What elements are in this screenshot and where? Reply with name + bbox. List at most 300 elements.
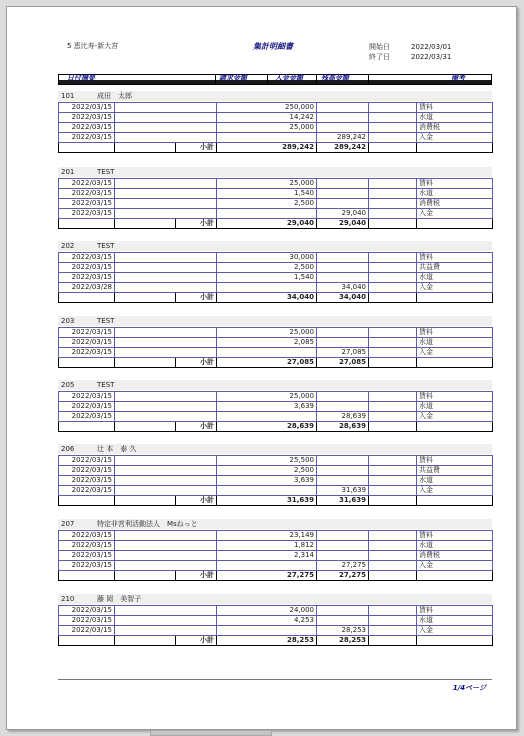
end-date: 2022/03/31 (411, 53, 452, 61)
row-billed: 30,000 (217, 253, 317, 263)
column-header (58, 74, 492, 85)
row-balance (369, 199, 417, 209)
subtotal-row (59, 219, 493, 229)
row-date: 2022/03/15 (59, 179, 115, 189)
table-row (59, 456, 493, 466)
row-balance (369, 486, 417, 496)
table-row (59, 561, 493, 571)
row-note: 消費税 (417, 199, 493, 209)
row-note: 賃料 (417, 606, 493, 616)
subtotal-paid: 29,040 (317, 219, 369, 229)
table-row (59, 209, 493, 219)
row-note: 水道 (417, 338, 493, 348)
unit-number: 201 (61, 168, 75, 176)
table-row (59, 402, 493, 412)
subtotal-balance (369, 143, 417, 153)
company-name: 5 恵比寿-新大宮 (67, 42, 119, 50)
row-date: 2022/03/15 (59, 606, 115, 616)
row-date: 2022/03/15 (59, 103, 115, 113)
unit-number: 207 (61, 520, 75, 528)
row-desc (115, 476, 217, 486)
row-desc (115, 466, 217, 476)
row-balance (369, 456, 417, 466)
row-desc (115, 412, 217, 422)
table-row (59, 179, 493, 189)
row-desc (115, 123, 217, 133)
table-row (59, 189, 493, 199)
row-balance (369, 133, 417, 143)
row-note: 入金 (417, 486, 493, 496)
col-remarks: 備考 (451, 74, 465, 82)
row-note: 賃料 (417, 392, 493, 402)
row-date: 2022/03/15 (59, 561, 115, 571)
table-row (59, 466, 493, 476)
subtotal-blank (59, 219, 115, 229)
subtotal-paid: 27,275 (317, 571, 369, 581)
table-row (59, 199, 493, 209)
row-billed: 4,253 (217, 616, 317, 626)
row-desc (115, 189, 217, 199)
subtotal-paid: 28,253 (317, 636, 369, 646)
row-billed (217, 486, 317, 496)
row-balance (369, 273, 417, 283)
row-note: 共益費 (417, 466, 493, 476)
subtotal-paid: 31,639 (317, 496, 369, 506)
row-balance (369, 392, 417, 402)
row-desc (115, 328, 217, 338)
subtotal-blank (59, 636, 115, 646)
row-note: 入金 (417, 209, 493, 219)
table-row (59, 283, 493, 293)
subtotal-blank (115, 636, 176, 646)
row-paid (317, 179, 369, 189)
subtotal-blank (59, 293, 115, 303)
subtotal-blank (115, 422, 176, 432)
row-note: 賃料 (417, 253, 493, 263)
row-balance (369, 328, 417, 338)
row-billed: 14,242 (217, 113, 317, 123)
subtotal-balance (369, 293, 417, 303)
row-note: 水道 (417, 402, 493, 412)
row-date: 2022/03/15 (59, 402, 115, 412)
row-desc (115, 456, 217, 466)
subtotal-row (59, 571, 493, 581)
row-date: 2022/03/15 (59, 133, 115, 143)
row-desc (115, 133, 217, 143)
row-balance (369, 103, 417, 113)
row-date: 2022/03/15 (59, 531, 115, 541)
row-note: 水道 (417, 189, 493, 199)
row-paid (317, 402, 369, 412)
subtotal-balance (369, 219, 417, 229)
section-header-band (58, 241, 492, 251)
row-paid (317, 476, 369, 486)
subtotal-billed: 31,639 (217, 496, 317, 506)
subtotal-blank (115, 293, 176, 303)
row-paid (317, 531, 369, 541)
subtotal-label: 小計 (176, 293, 217, 303)
subtotal-note (417, 422, 493, 432)
unit-number: 203 (61, 317, 75, 325)
row-balance (369, 402, 417, 412)
row-date: 2022/03/15 (59, 412, 115, 422)
ledger-table (58, 102, 493, 153)
row-paid: 27,275 (317, 561, 369, 571)
row-note: 共益費 (417, 263, 493, 273)
subtotal-label: 小計 (176, 358, 217, 368)
unit-number: 202 (61, 242, 75, 250)
row-note: 入金 (417, 626, 493, 636)
row-balance (369, 551, 417, 561)
row-paid (317, 263, 369, 273)
ledger-table (58, 391, 493, 432)
row-balance (369, 179, 417, 189)
subtotal-blank (115, 571, 176, 581)
subtotal-blank (59, 496, 115, 506)
start-date: 2022/03/01 (411, 43, 452, 51)
row-paid: 31,639 (317, 486, 369, 496)
row-paid (317, 103, 369, 113)
row-balance (369, 616, 417, 626)
table-row (59, 541, 493, 551)
table-row (59, 606, 493, 616)
subtotal-row (59, 422, 493, 432)
tenant-name: 成田 太郎 (97, 92, 132, 100)
subtotal-blank (59, 422, 115, 432)
row-paid (317, 113, 369, 123)
row-billed: 3,639 (217, 402, 317, 412)
unit-number: 101 (61, 92, 75, 100)
row-note: 賃料 (417, 103, 493, 113)
ledger-table (58, 178, 493, 229)
row-desc (115, 541, 217, 551)
subtotal-billed: 28,253 (217, 636, 317, 646)
table-row (59, 263, 493, 273)
row-billed (217, 209, 317, 219)
row-date: 2022/03/15 (59, 263, 115, 273)
row-billed: 25,000 (217, 179, 317, 189)
row-date: 2022/03/15 (59, 113, 115, 123)
row-billed: 25,000 (217, 123, 317, 133)
table-row (59, 113, 493, 123)
row-balance (369, 253, 417, 263)
section-header-band (58, 167, 492, 177)
row-paid: 289,242 (317, 133, 369, 143)
row-balance (369, 209, 417, 219)
table-row (59, 551, 493, 561)
row-paid (317, 199, 369, 209)
row-note: 入金 (417, 412, 493, 422)
subtotal-blank (115, 143, 176, 153)
row-date: 2022/03/15 (59, 123, 115, 133)
col-balance: 残高金額 (321, 74, 349, 82)
page-number: 1/4ページ (452, 684, 486, 692)
subtotal-balance (369, 571, 417, 581)
row-paid: 27,085 (317, 348, 369, 358)
row-billed: 25,000 (217, 392, 317, 402)
row-balance (369, 412, 417, 422)
row-desc (115, 402, 217, 412)
subtotal-row (59, 358, 493, 368)
subtotal-note (417, 293, 493, 303)
subtotal-note (417, 143, 493, 153)
row-date: 2022/03/15 (59, 476, 115, 486)
row-paid (317, 551, 369, 561)
section-header-band (58, 380, 492, 390)
row-desc (115, 273, 217, 283)
row-desc (115, 283, 217, 293)
row-note: 賃料 (417, 531, 493, 541)
row-date: 2022/03/15 (59, 486, 115, 496)
row-billed: 2,500 (217, 199, 317, 209)
subtotal-billed: 289,242 (217, 143, 317, 153)
row-desc (115, 486, 217, 496)
subtotal-label: 小計 (176, 422, 217, 432)
tenant-name: 辻 本 泰 久 (97, 445, 137, 453)
report-title: 集計明細書 (253, 42, 293, 51)
row-billed (217, 561, 317, 571)
table-row (59, 273, 493, 283)
row-balance (369, 263, 417, 273)
ledger-table (58, 530, 493, 581)
subtotal-label: 小計 (176, 143, 217, 153)
row-balance (369, 606, 417, 616)
row-date: 2022/03/15 (59, 626, 115, 636)
row-billed: 1,540 (217, 273, 317, 283)
row-paid (317, 273, 369, 283)
row-billed (217, 626, 317, 636)
row-billed: 24,000 (217, 606, 317, 616)
row-billed (217, 348, 317, 358)
row-desc (115, 103, 217, 113)
row-balance (369, 283, 417, 293)
row-balance (369, 541, 417, 551)
row-note: 水道 (417, 476, 493, 486)
row-note: 水道 (417, 273, 493, 283)
subtotal-note (417, 571, 493, 581)
table-row (59, 626, 493, 636)
subtotal-balance (369, 496, 417, 506)
subtotal-label: 小計 (176, 496, 217, 506)
tenant-name: TEST (97, 317, 115, 325)
row-paid (317, 189, 369, 199)
row-paid (317, 328, 369, 338)
subtotal-blank (115, 219, 176, 229)
row-desc (115, 606, 217, 616)
ledger-table (58, 455, 493, 506)
subtotal-billed: 27,085 (217, 358, 317, 368)
table-row (59, 476, 493, 486)
row-note: 賃料 (417, 328, 493, 338)
row-balance (369, 113, 417, 123)
row-billed: 1,812 (217, 541, 317, 551)
row-balance (369, 626, 417, 636)
row-billed: 3,639 (217, 476, 317, 486)
row-balance (369, 189, 417, 199)
subtotal-blank (59, 358, 115, 368)
table-row (59, 133, 493, 143)
row-date: 2022/03/15 (59, 199, 115, 209)
table-row (59, 486, 493, 496)
table-row (59, 616, 493, 626)
row-paid (317, 392, 369, 402)
section-header-band (58, 316, 492, 326)
row-paid: 28,253 (317, 626, 369, 636)
row-desc (115, 561, 217, 571)
row-desc (115, 392, 217, 402)
row-billed: 2,500 (217, 466, 317, 476)
row-billed: 250,000 (217, 103, 317, 113)
row-note: 入金 (417, 133, 493, 143)
row-balance (369, 561, 417, 571)
subtotal-note (417, 358, 493, 368)
subtotal-paid: 34,040 (317, 293, 369, 303)
row-note: 水道 (417, 541, 493, 551)
row-paid (317, 253, 369, 263)
subtotal-billed: 27,275 (217, 571, 317, 581)
row-billed: 23,149 (217, 531, 317, 541)
table-row (59, 392, 493, 402)
row-note: 消費税 (417, 551, 493, 561)
end-label: 終了日 (369, 53, 390, 61)
subtotal-label: 小計 (176, 571, 217, 581)
row-date: 2022/03/15 (59, 616, 115, 626)
tenant-name: TEST (97, 381, 115, 389)
row-paid: 29,040 (317, 209, 369, 219)
row-paid (317, 338, 369, 348)
row-balance (369, 123, 417, 133)
subtotal-balance (369, 636, 417, 646)
row-date: 2022/03/15 (59, 273, 115, 283)
row-billed: 2,314 (217, 551, 317, 561)
horizontal-scrollbar[interactable] (150, 730, 272, 736)
row-billed: 1,540 (217, 189, 317, 199)
row-date: 2022/03/15 (59, 466, 115, 476)
row-date: 2022/03/15 (59, 209, 115, 219)
row-billed: 25,500 (217, 456, 317, 466)
row-desc (115, 626, 217, 636)
row-desc (115, 338, 217, 348)
unit-number: 205 (61, 381, 75, 389)
row-desc (115, 263, 217, 273)
row-balance (369, 348, 417, 358)
row-desc (115, 209, 217, 219)
row-paid: 28,639 (317, 412, 369, 422)
row-paid (317, 606, 369, 616)
row-balance (369, 466, 417, 476)
tenant-name: 特定非営利活動法人 Msねっと (97, 520, 198, 528)
row-billed: 25,000 (217, 328, 317, 338)
col-billed: 請求金額 (219, 74, 247, 82)
row-date: 2022/03/28 (59, 283, 115, 293)
row-note: 入金 (417, 348, 493, 358)
row-paid (317, 541, 369, 551)
row-note: 入金 (417, 283, 493, 293)
subtotal-billed: 34,040 (217, 293, 317, 303)
row-desc (115, 616, 217, 626)
row-paid (317, 123, 369, 133)
table-row (59, 123, 493, 133)
subtotal-blank (59, 571, 115, 581)
subtotal-row (59, 636, 493, 646)
row-billed: 2,500 (217, 263, 317, 273)
report-page (6, 6, 517, 730)
subtotal-row (59, 143, 493, 153)
table-row (59, 531, 493, 541)
row-balance (369, 338, 417, 348)
subtotal-balance (369, 422, 417, 432)
row-date: 2022/03/15 (59, 189, 115, 199)
row-note: 賃料 (417, 456, 493, 466)
row-billed (217, 283, 317, 293)
row-paid (317, 466, 369, 476)
row-desc (115, 253, 217, 263)
row-billed (217, 412, 317, 422)
col-paid: 入金金額 (275, 74, 303, 82)
row-note: 入金 (417, 561, 493, 571)
row-note: 賃料 (417, 179, 493, 189)
subtotal-balance (369, 358, 417, 368)
subtotal-paid: 289,242 (317, 143, 369, 153)
subtotal-paid: 28,639 (317, 422, 369, 432)
tenant-name: TEST (97, 242, 115, 250)
subtotal-billed: 29,040 (217, 219, 317, 229)
table-row (59, 253, 493, 263)
subtotal-note (417, 219, 493, 229)
row-paid (317, 456, 369, 466)
row-date: 2022/03/15 (59, 253, 115, 263)
ledger-table (58, 327, 493, 368)
subtotal-billed: 28,639 (217, 422, 317, 432)
subtotal-blank (115, 496, 176, 506)
row-desc (115, 199, 217, 209)
table-row (59, 338, 493, 348)
subtotal-row (59, 293, 493, 303)
row-date: 2022/03/15 (59, 456, 115, 466)
row-note: 水道 (417, 616, 493, 626)
subtotal-blank (59, 143, 115, 153)
row-date: 2022/03/15 (59, 328, 115, 338)
row-date: 2022/03/15 (59, 392, 115, 402)
table-row (59, 348, 493, 358)
subtotal-label: 小計 (176, 219, 217, 229)
unit-number: 210 (61, 595, 75, 603)
ledger-table (58, 252, 493, 303)
tenant-name: 藤 岡 美智子 (97, 595, 142, 603)
subtotal-blank (115, 358, 176, 368)
subtotal-label: 小計 (176, 636, 217, 646)
row-date: 2022/03/15 (59, 348, 115, 358)
row-desc (115, 531, 217, 541)
row-desc (115, 551, 217, 561)
row-note: 水道 (417, 113, 493, 123)
row-desc (115, 348, 217, 358)
row-date: 2022/03/15 (59, 551, 115, 561)
row-balance (369, 476, 417, 486)
row-date: 2022/03/15 (59, 338, 115, 348)
unit-number: 206 (61, 445, 75, 453)
row-billed (217, 133, 317, 143)
row-note: 消費税 (417, 123, 493, 133)
row-paid (317, 616, 369, 626)
subtotal-note (417, 636, 493, 646)
row-billed: 2,085 (217, 338, 317, 348)
ledger-table (58, 605, 493, 646)
row-date: 2022/03/15 (59, 541, 115, 551)
subtotal-note (417, 496, 493, 506)
row-paid: 34,040 (317, 283, 369, 293)
row-desc (115, 113, 217, 123)
